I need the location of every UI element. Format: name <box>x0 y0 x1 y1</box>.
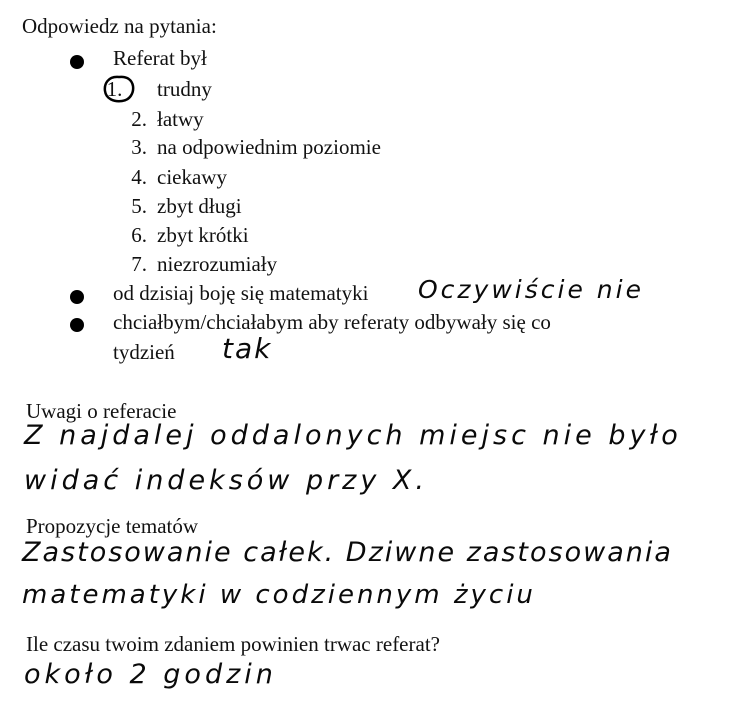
q1-option-6-text: zbyt krótki <box>157 223 249 247</box>
q1-option-1-number: 1. <box>106 77 123 101</box>
q2-label: od dzisiaj boję się matematyki <box>113 281 369 305</box>
q1-option-7-text: niezrozumiały <box>157 252 278 276</box>
q1-option-4-number: 4. <box>131 165 147 189</box>
q1-option-6-number: 6. <box>131 223 147 247</box>
remarks-handwritten-line1: Z najdalej oddalonych miejsc nie było <box>24 420 682 451</box>
q1-option-7-number: 7. <box>131 252 147 276</box>
bullet-q2 <box>70 290 84 304</box>
q1-option-5-number: 5. <box>131 194 147 218</box>
bullet-q3 <box>70 318 84 332</box>
q1-option-2-number: 2. <box>131 107 147 131</box>
q1-label: Referat był <box>113 46 207 70</box>
topics-handwritten-line1: Zastosowanie całek. Dziwne zastosowania <box>22 537 673 568</box>
topics-handwritten-line2: matematyki w codziennym życiu <box>22 580 536 610</box>
duration-label: Ile czasu twoim zdaniem powinien trwac referat? <box>26 632 440 656</box>
q1-option-1-text: trudny <box>157 77 212 101</box>
q1-option-5-text: zbyt długi <box>157 194 242 218</box>
q1-option-3-number: 3. <box>131 135 147 159</box>
bullet-q1 <box>70 55 84 69</box>
q1-option-4-text: ciekawy <box>157 165 227 189</box>
duration-handwritten-answer: około 2 godzin <box>24 659 277 690</box>
topics-label: Propozycje tematów <box>26 514 199 538</box>
remarks-label: Uwagi o referacie <box>26 399 177 423</box>
q3-label-line1: chciałbym/chciałabym aby referaty odbywały się co <box>113 310 551 334</box>
q1-option-3-text: na odpowiednim poziomie <box>157 135 381 159</box>
q3-label-line2: tydzień <box>113 340 175 364</box>
q3-handwritten-answer: tak <box>222 332 273 365</box>
remarks-handwritten-line2: widać indeksów przy X. <box>24 465 428 496</box>
q1-option-2-text: łatwy <box>157 107 204 131</box>
form-heading: Odpowiedz na pytania: <box>22 14 217 38</box>
q2-handwritten-answer: Oczywiście nie <box>418 275 644 304</box>
